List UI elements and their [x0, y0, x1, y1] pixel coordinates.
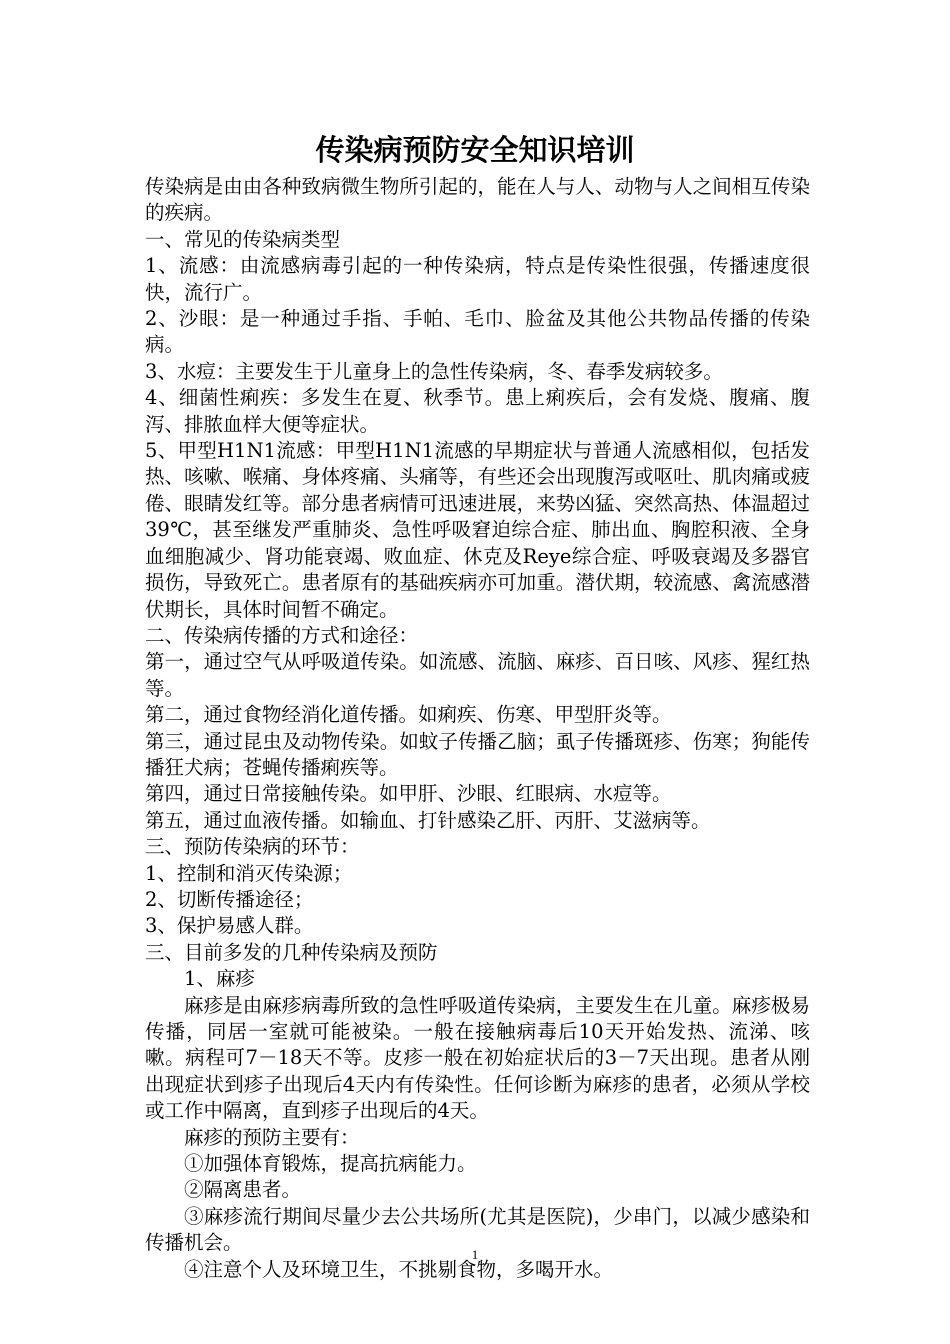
section-heading-3: 三、预防传染病的环节：	[145, 835, 360, 859]
paragraph-route-5: 第五，通过血液传播。如输血、打针感染乙肝、丙肝、艾滋病等。	[145, 808, 711, 832]
section-heading-1: 一、常见的传染病类型	[145, 227, 341, 251]
page-number: 1	[471, 1247, 479, 1262]
paragraph-step-2: 2、切断传播途径；	[145, 887, 314, 911]
paragraph-prevention-intro: 麻疹的预防主要有：	[184, 1125, 360, 1149]
list-item-prevention-3: ③麻疹流行期间尽量少去公共场所(尤其是医院)，少串门，以减少感染和传播机会。	[145, 1204, 810, 1255]
list-item-prevention-2: ②隔离患者。	[184, 1178, 302, 1202]
section-heading-4: 三、目前多发的几种传染病及预防	[145, 940, 438, 964]
section-heading-2: 二、传染病传播的方式和途径：	[145, 623, 419, 647]
paragraph-measles: 麻疹是由麻疹病毒所致的急性呼吸道传染病，主要发生在儿童。麻疹极易传播，同居一室就可能被染。一般在接触病毒后10天开始发热、流涕、咳嗽。病程可7－18天不等。皮疹一般在初始症状后的3－7天出现。患者从刚出现症状到疹子出现后4天内有传染性。任何诊断为麻疹的患者，必须从学校或工作中隔离，直到疹子出现后的4天。	[145, 993, 810, 1123]
paragraph-intro: 传染病是由由各种致病微生物所引起的，能在人与人、动物与人之间相互传染的疾病。	[145, 175, 810, 225]
paragraph-route-2: 第二，通过食物经消化道传播。如痢疾、伤寒、甲型肝炎等。	[145, 703, 672, 727]
document-body	[145, 174, 810, 1283]
subheading-measles: 1、麻疹	[184, 967, 255, 991]
document-title: 传染病预防安全知识培训	[315, 133, 635, 167]
paragraph-step-1: 1、控制和消灭传染源；	[145, 861, 353, 885]
list-item-prevention-1: ①加强体育锻炼，提高抗病能力。	[184, 1152, 477, 1176]
paragraph-trachoma: 2、沙眼：是一种通过手指、手帕、毛巾、脸盆及其他公共物品传播的传染病。	[145, 307, 810, 357]
paragraph-h1n1: 5、甲型H1N1流感：甲型H1N1流感的早期症状与普通人流感相似，包括发热、咳嗽、喉痛、身体疼痛、头痛等，有些还会出现腹泻或呕吐、肌肉痛或疲倦、眼睛发红等。部分患者病情可迅速进展，来势凶猛、突然高热、体温超过39℃，甚至继发严重肺炎、急性呼吸窘迫综合症、肺出血、胸腔积液、全身血细胞减少、肾功能衰竭、败血症、休克及Reye综合症、呼吸衰竭及多器官损伤，导致死亡。患者原有的基础疾病亦可加重。潜伏期，较流感、禽流感潜伏期长，具体时间暂不确定。	[145, 439, 810, 621]
paragraph-route-1: 第一，通过空气从呼吸道传染。如流感、流脑、麻疹、百日咳、风疹、猩红热等。	[145, 650, 810, 700]
paragraph-dysentery: 4、细菌性痢疾：多发生在夏、秋季节。患上痢疾后，会有发烧、腹痛、腹泻、排脓血样大便等症状。	[145, 386, 810, 436]
paragraph-flu: 1、流感：由流感病毒引起的一种传染病，特点是传染性很强，传播速度很快，流行广。	[145, 254, 810, 304]
paragraph-route-4: 第四，通过日常接触传染。如甲肝、沙眼、红眼病、水痘等。	[145, 782, 672, 806]
paragraph-step-3: 3、保护易感人群。	[145, 914, 314, 938]
paragraph-route-3: 第三，通过昆虫及动物传染。如蚊子传播乙脑；虱子传播斑疹、伤寒；狗能传播狂犬病；苍蝇传播痢疾等。	[145, 729, 810, 779]
paragraph-chickenpox: 3、水痘：主要发生于儿童身上的急性传染病，冬、春季发病较多。	[145, 359, 723, 383]
list-item-prevention-4: ④注意个人及环境卫生，不挑剔食物，多喝开水。	[184, 1257, 614, 1281]
